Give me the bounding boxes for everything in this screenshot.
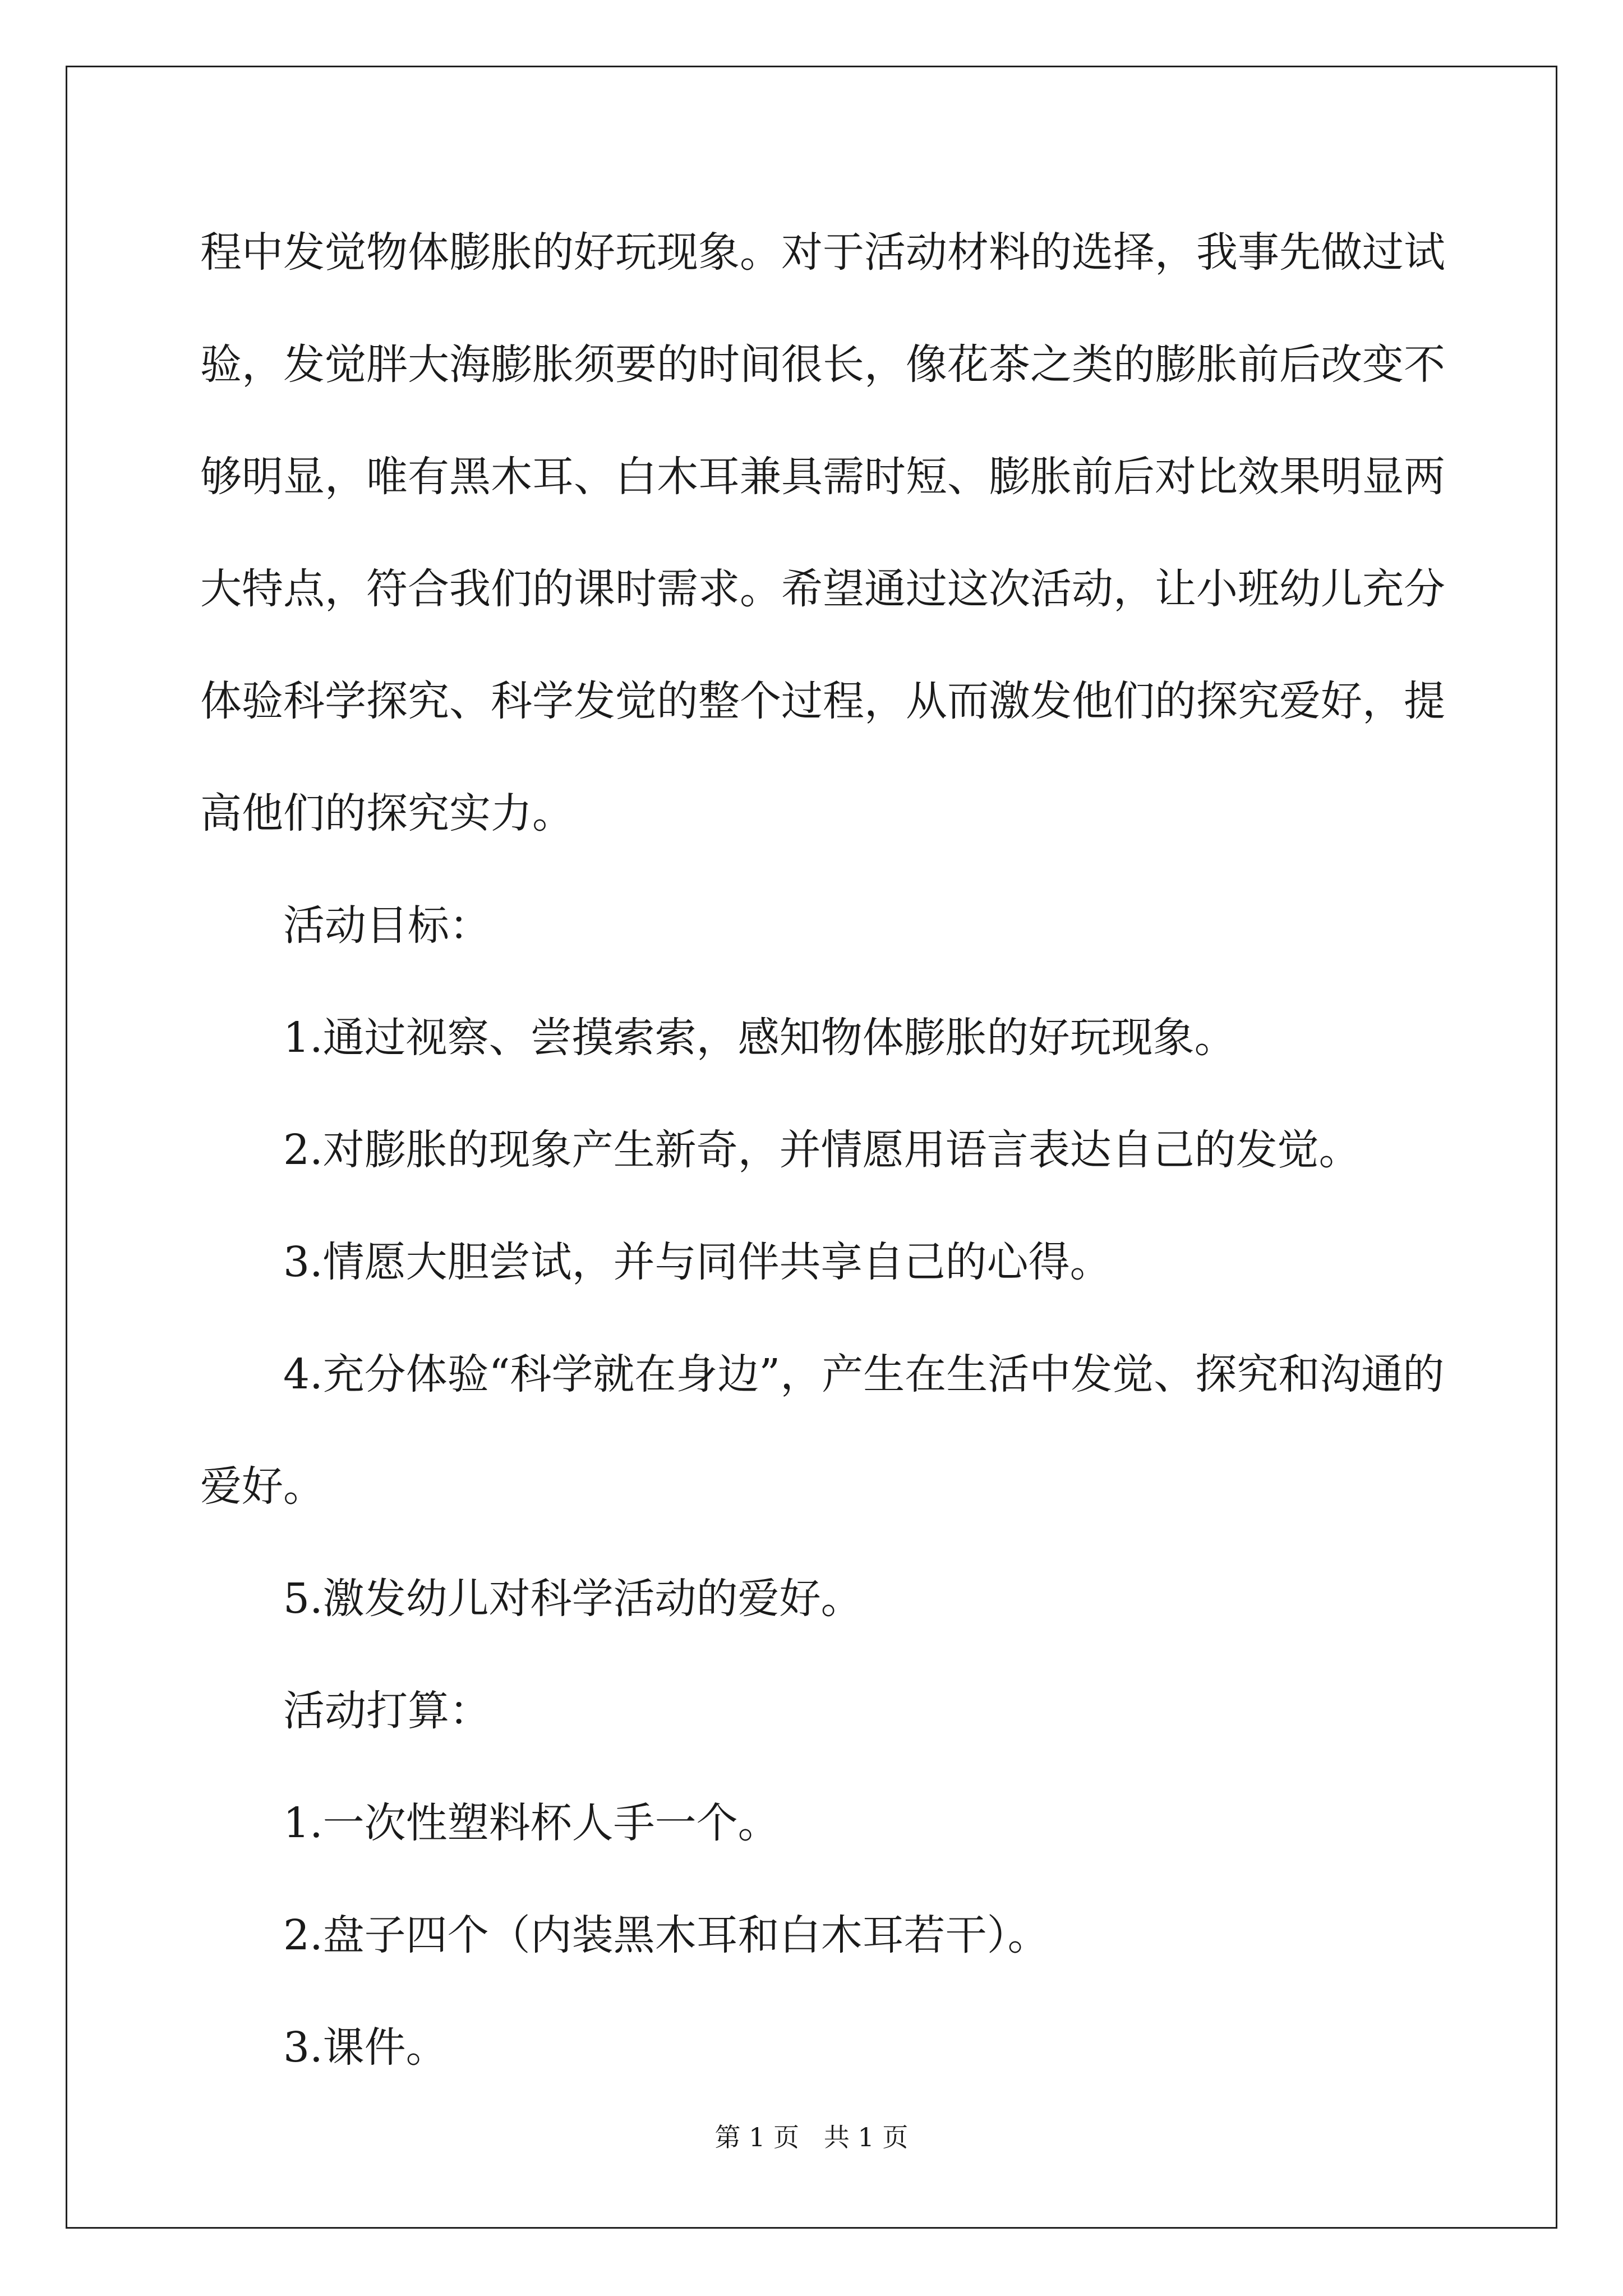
page-number-footer: 第 1 页 共 1 页	[714, 2122, 909, 2152]
list-item: 1.一次性塑料杯人手一个。	[283, 1799, 780, 1847]
section-heading-preparation: 活动打算：	[283, 1687, 491, 1735]
paragraph-line: 验，发觉胖大海膨胀须要的时间很长，像花茶之类的膨胀前后改变不	[200, 341, 1445, 389]
paragraph-line: 高他们的探究实力。	[200, 789, 574, 838]
list-item: 4.充分体验“科学就在身边”，产生在生活中发觉、探究和沟通的	[283, 1350, 1445, 1398]
paragraph-line: 体验科学探究、科学发觉的整个过程，从而激发他们的探究爱好，提	[200, 677, 1445, 725]
list-item: 3.情愿大胆尝试，并与同伴共享自己的心得。	[283, 1238, 1112, 1286]
paragraph-line: 大特点，符合我们的课时需求。希望通过这次活动，让小班幼儿充分	[200, 565, 1445, 613]
section-heading-goals: 活动目标：	[283, 901, 491, 950]
paragraph-line: 程中发觉物体膨胀的好玩现象。对于活动材料的选择，我事先做过试	[200, 228, 1445, 277]
list-item-continuation: 爱好。	[200, 1462, 325, 1511]
paragraph-line: 够明显，唯有黑木耳、白木耳兼具需时短、膨胀前后对比效果明显两	[200, 453, 1445, 501]
list-item: 2.对膨胀的现象产生新奇，并情愿用语言表达自己的发觉。	[283, 1126, 1361, 1174]
list-item: 1.通过视察、尝摸索索，感知物体膨胀的好玩现象。	[283, 1014, 1236, 1062]
list-item: 2.盘子四个（内装黑木耳和白木耳若干）。	[283, 1911, 1049, 1959]
list-item: 3.课件。	[283, 2023, 448, 2072]
list-item: 5.激发幼儿对科学活动的爱好。	[283, 1575, 863, 1623]
